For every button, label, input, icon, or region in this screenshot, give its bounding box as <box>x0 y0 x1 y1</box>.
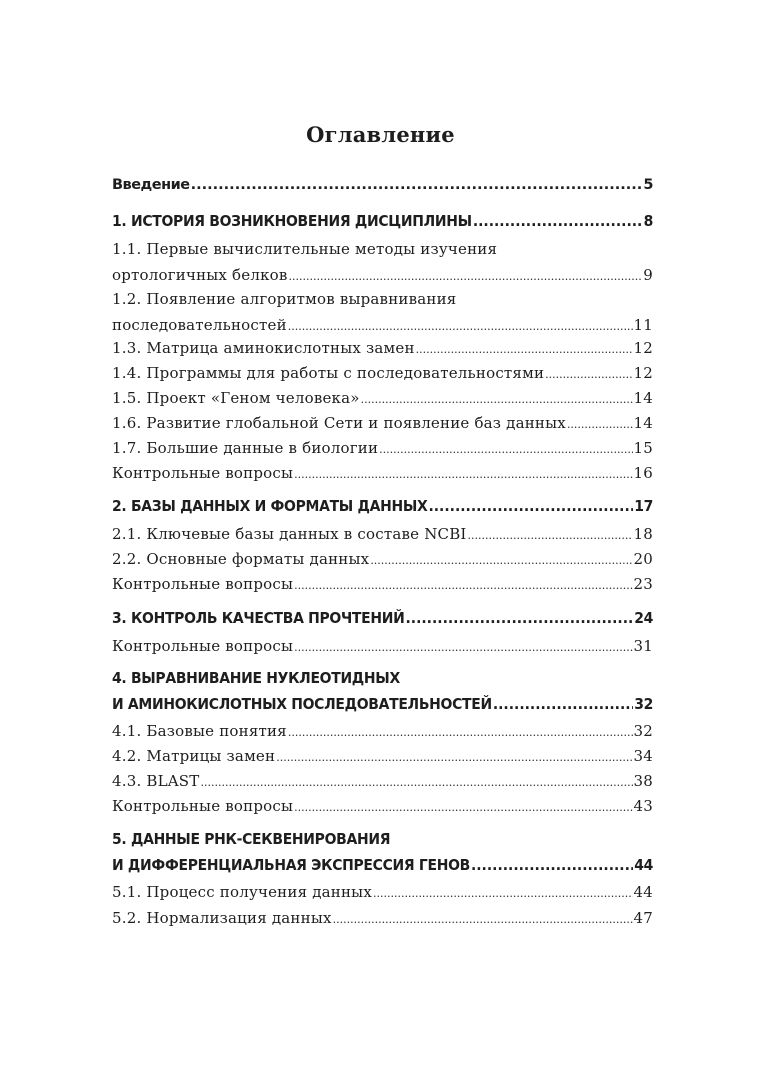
toc-entry-title: 1.7. Большие данные в биологии <box>112 439 379 457</box>
toc-page-number: 23 <box>633 575 653 593</box>
toc-section-entry[interactable] <box>112 521 653 547</box>
toc-section-entry[interactable] <box>112 385 653 411</box>
toc-section-entry[interactable] <box>112 793 653 819</box>
toc-entry-line <box>112 208 653 234</box>
toc-page-number: 8 <box>643 212 653 230</box>
toc-entry-line <box>112 879 653 905</box>
toc-section-entry[interactable] <box>112 768 653 794</box>
toc-entry-title-line: 5. ДАННЫЕ РНК-СЕКВЕНИРОВАНИЯ <box>112 830 391 848</box>
toc-section-entry[interactable] <box>112 879 653 905</box>
toc-entry-title: 5.2. Нормализация данных <box>112 909 332 927</box>
toc-entry-line <box>112 435 653 461</box>
toc-entry-title: 5.1. Процесс получения данных <box>112 883 372 901</box>
toc-entry-title: Введение <box>112 177 190 193</box>
toc-page-number: 14 <box>633 414 653 432</box>
dot-leader <box>428 493 633 519</box>
toc-page-number: 34 <box>633 747 653 765</box>
toc-entry-line <box>112 605 653 631</box>
toc-entry-line <box>112 718 653 744</box>
toc-entry-line <box>112 852 653 878</box>
toc-page-number: 12 <box>633 364 653 382</box>
toc-entry-line <box>112 793 653 819</box>
toc-chapter-entry[interactable] <box>112 493 653 519</box>
dot-leader <box>405 605 633 631</box>
toc-section-entry[interactable] <box>112 460 653 486</box>
toc-entry-title: 1.6. Развитие глобальной Сети и появление баз данных <box>112 414 566 432</box>
dot-leader <box>471 852 633 878</box>
toc-page-number: 32 <box>633 722 653 740</box>
toc-section-entry[interactable] <box>112 286 653 338</box>
toc-page-number: 14 <box>633 389 653 407</box>
toc-entry-line <box>112 633 653 659</box>
toc-entry-line <box>112 905 653 931</box>
dot-leader <box>373 881 633 907</box>
toc-section-entry[interactable] <box>112 546 653 572</box>
dot-leader <box>493 691 633 717</box>
toc-entry-line <box>112 460 653 486</box>
toc-entry-title: 4.2. Матрицы замен <box>112 747 276 765</box>
toc-section-entry[interactable] <box>112 410 653 436</box>
toc-entry-line <box>112 493 653 519</box>
toc-page-number: 17 <box>634 497 653 515</box>
toc-section-entry[interactable] <box>112 360 653 386</box>
toc-section-entry[interactable] <box>112 743 653 769</box>
toc-chapter-entry[interactable] <box>112 826 653 878</box>
page-title: Оглавление <box>306 122 455 147</box>
toc-page-number: 20 <box>633 550 653 568</box>
toc-page-number: 44 <box>634 856 653 874</box>
toc-page-number: 5 <box>643 177 653 193</box>
toc-entry-line <box>112 360 653 386</box>
toc-entry-line <box>112 546 653 572</box>
toc-entry-title: 2. БАЗЫ ДАННЫХ И ФОРМАТЫ ДАННЫХ <box>112 497 428 515</box>
toc-section-entry[interactable] <box>112 236 653 288</box>
toc-section-entry[interactable] <box>112 633 653 659</box>
toc-entry-line <box>112 743 653 769</box>
toc-chapter-entry[interactable] <box>112 208 653 234</box>
toc-entry-title: 4.1. Базовые понятия <box>112 722 287 740</box>
toc-entry-title: последовательностей <box>112 316 287 334</box>
toc-entry-title: Контрольные вопросы <box>112 575 294 593</box>
toc-page-number: 18 <box>633 525 653 543</box>
toc-page-number: 15 <box>633 439 653 457</box>
toc-entry-title: Контрольные вопросы <box>112 464 294 482</box>
dot-leader <box>191 172 643 198</box>
toc-entry-line <box>112 691 653 717</box>
toc-entry-title: 4.3. BLAST <box>112 772 200 790</box>
toc-entry-title: 1.3. Матрица аминокислотных замен <box>112 339 415 357</box>
toc-section-entry[interactable] <box>112 571 653 597</box>
dot-leader <box>473 208 643 234</box>
toc-page-number: 44 <box>633 883 653 901</box>
toc-entry-line <box>112 385 653 411</box>
toc-section-entry[interactable] <box>112 718 653 744</box>
toc-entry-title-line: 1.2. Появление алгоритмов выравнивания <box>112 290 457 308</box>
toc-page-number: 31 <box>633 637 653 655</box>
toc-entry-title-line: 4. ВЫРАВНИВАНИЕ НУКЛЕОТИДНЫХ <box>112 669 400 687</box>
toc-chapter-entry[interactable] <box>112 665 653 717</box>
toc-entry-title: 1.5. Проект «Геном человека» <box>112 389 360 407</box>
toc-entry-title: 3. КОНТРОЛЬ КАЧЕСТВА ПРОЧТЕНИЙ <box>112 609 405 627</box>
dot-leader <box>294 573 632 599</box>
toc-intro-entry[interactable] <box>112 172 653 198</box>
toc-entry-title: И АМИНОКИСЛОТНЫХ ПОСЛЕДОВАТЕЛЬНОСТЕЙ <box>112 695 492 713</box>
dot-leader <box>333 907 633 933</box>
toc-entry-title: Контрольные вопросы <box>112 637 294 655</box>
toc-entry-title: И ДИФФЕРЕНЦИАЛЬНАЯ ЭКСПРЕССИЯ ГЕНОВ <box>112 856 470 874</box>
toc-page-number: 32 <box>634 695 653 713</box>
toc-page-number: 12 <box>633 339 653 357</box>
toc-page-number: 16 <box>633 464 653 482</box>
toc-entry-line <box>112 768 653 794</box>
toc-page-number: 47 <box>633 909 653 927</box>
toc-chapter-entry[interactable] <box>112 605 653 631</box>
toc-section-entry[interactable] <box>112 335 653 361</box>
toc-entry-line <box>112 571 653 597</box>
toc-page-number: 11 <box>633 316 653 334</box>
toc-entry-line <box>112 335 653 361</box>
toc-entry-line <box>112 521 653 547</box>
toc-entry-title: ортологичных белков <box>112 266 288 284</box>
toc-entry-title-line: 1.1. Первые вычислительные методы изучения <box>112 240 498 258</box>
dot-leader <box>294 635 632 661</box>
toc-entry-title: 1. ИСТОРИЯ ВОЗНИКНОВЕНИЯ ДИСЦИПЛИНЫ <box>112 212 472 230</box>
toc-entry-title: 1.4. Программы для работы с последовательностями <box>112 364 545 382</box>
toc-entry-title: 2.2. Основные форматы данных <box>112 550 370 568</box>
toc-page-number: 24 <box>634 609 653 627</box>
toc-page-number: 9 <box>643 266 653 284</box>
dot-leader <box>294 795 632 821</box>
toc-entry-line <box>112 410 653 436</box>
toc-entry-line <box>112 262 653 288</box>
toc-entry-title: 2.1. Ключевые базы данных в составе NCBI <box>112 525 467 543</box>
toc-section-entry[interactable] <box>112 435 653 461</box>
toc-page-number: 38 <box>633 772 653 790</box>
toc-page-number: 43 <box>633 797 653 815</box>
dot-leader <box>294 462 632 488</box>
toc-section-entry[interactable] <box>112 905 653 931</box>
toc-entry-line <box>112 172 653 198</box>
toc-entry-title: Контрольные вопросы <box>112 797 294 815</box>
